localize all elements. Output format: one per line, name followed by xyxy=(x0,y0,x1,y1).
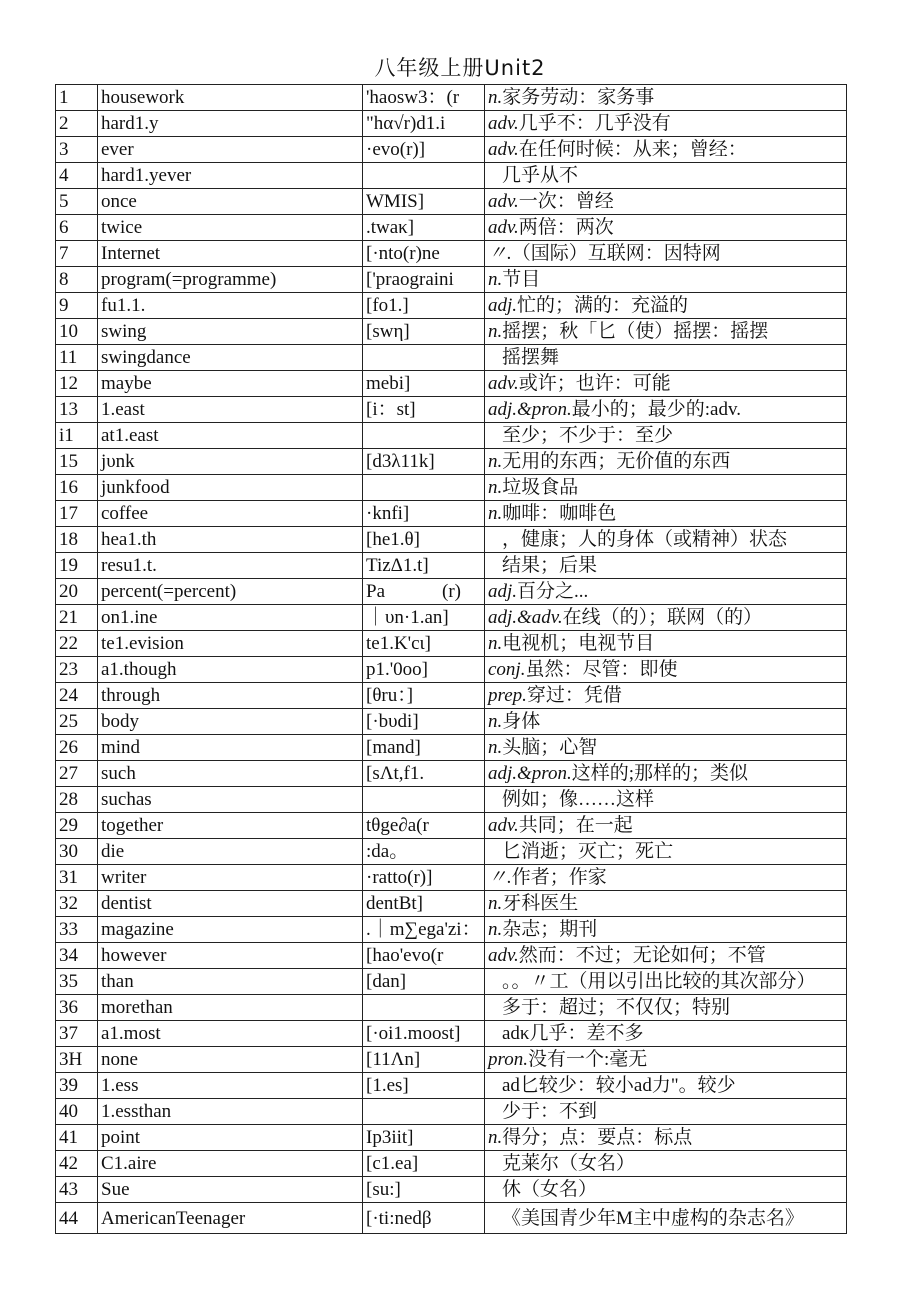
meaning-text: 电视机；电视节目 xyxy=(502,633,655,654)
part-of-speech: adj. xyxy=(488,295,518,316)
phonetic-cell: [·bυdi] xyxy=(363,709,485,735)
phonetic-cell: [fo1.] xyxy=(363,293,485,319)
meaning-text: adκ几乎：差不多 xyxy=(502,1023,644,1044)
vocab-row xyxy=(56,1151,847,1177)
vocab-row xyxy=(56,657,847,683)
meaning-text: 穿过：凭借 xyxy=(526,685,622,706)
phonetic-cell: [sΛt,f1. xyxy=(363,761,485,787)
meaning-cell xyxy=(485,969,847,995)
vocab-row xyxy=(56,501,847,527)
row-number: 10 xyxy=(56,319,98,345)
part-of-speech: n. xyxy=(488,893,503,914)
vocab-row xyxy=(56,267,847,293)
phonetic-cell: tθge∂a(r xyxy=(363,813,485,839)
row-number: 13 xyxy=(56,397,98,423)
row-number: 5 xyxy=(56,189,98,215)
word-cell: a1.most xyxy=(98,1021,363,1047)
meaning-cell xyxy=(485,683,847,709)
word-cell: jυnk xyxy=(98,449,363,475)
vocab-row xyxy=(56,371,847,397)
vocab-row xyxy=(56,813,847,839)
phonetic-cell xyxy=(363,163,485,189)
word-cell: morethan xyxy=(98,995,363,1021)
row-number: 26 xyxy=(56,735,98,761)
part-of-speech: adv. xyxy=(488,139,519,160)
phonetic-cell: [he1.θ] xyxy=(363,527,485,553)
part-of-speech: adj.&adv. xyxy=(488,607,563,628)
row-number: 41 xyxy=(56,1125,98,1151)
row-number: 19 xyxy=(56,553,98,579)
word-cell: swingdance xyxy=(98,345,363,371)
row-number: i1 xyxy=(56,423,98,449)
phonetic-cell: [11Λn] xyxy=(363,1047,485,1073)
phonetic-cell: te1.K'cι] xyxy=(363,631,485,657)
meaning-cell xyxy=(485,1203,847,1234)
row-number: 33 xyxy=(56,917,98,943)
meaning-text: 节目 xyxy=(502,269,541,290)
row-number: 17 xyxy=(56,501,98,527)
meaning-text: ，健康；人的身体（或精神）状态 xyxy=(502,529,788,550)
phonetic-cell: ｜υn·1.an] xyxy=(363,605,485,631)
meaning-cell xyxy=(485,85,847,111)
row-number: 8 xyxy=(56,267,98,293)
meaning-cell xyxy=(485,891,847,917)
vocab-row xyxy=(56,1177,847,1203)
meaning-text: 咖啡：咖啡色 xyxy=(502,503,617,524)
word-cell: together xyxy=(98,813,363,839)
word-cell: none xyxy=(98,1047,363,1073)
word-cell: swing xyxy=(98,319,363,345)
word-cell: fu1.1. xyxy=(98,293,363,319)
row-number: 3H xyxy=(56,1047,98,1073)
word-cell: 1.essthan xyxy=(98,1099,363,1125)
vocab-row xyxy=(56,111,847,137)
meaning-text: 结果；后果 xyxy=(502,555,598,576)
phonetic-cell: [dan] xyxy=(363,969,485,995)
meaning-cell xyxy=(485,501,847,527)
vocab-row xyxy=(56,943,847,969)
page-title: 八年级上册Unit2 xyxy=(374,56,546,80)
vocab-row xyxy=(56,137,847,163)
meaning-text: 垃圾食品 xyxy=(502,477,579,498)
phonetic-cell: 'haosw3：(r xyxy=(363,85,485,111)
phonetic-cell: "hα√r)d1.i xyxy=(363,111,485,137)
part-of-speech: adv. xyxy=(488,191,519,212)
meaning-cell xyxy=(485,761,847,787)
meaning-text: 摇摆舞 xyxy=(502,347,560,368)
meaning-text: 两倍：两次 xyxy=(518,217,614,238)
meaning-cell xyxy=(485,241,847,267)
word-cell: Sue xyxy=(98,1177,363,1203)
word-cell: at1.east xyxy=(98,423,363,449)
vocab-row xyxy=(56,553,847,579)
meaning-text: 身体 xyxy=(502,711,541,732)
word-cell: however xyxy=(98,943,363,969)
meaning-text: 至少；不少于：至少 xyxy=(502,425,674,446)
word-cell: percent(=percent) xyxy=(98,579,363,605)
meaning-text: 牙科医生 xyxy=(502,893,579,914)
vocabulary-table xyxy=(55,84,847,1234)
meaning-text: 几乎不：几乎没有 xyxy=(518,113,671,134)
phonetic-cell xyxy=(363,787,485,813)
meaning-cell xyxy=(485,657,847,683)
word-cell: body xyxy=(98,709,363,735)
meaning-text: 在线（的）；联网（的） xyxy=(562,607,763,628)
word-cell: on1.ine xyxy=(98,605,363,631)
phonetic-cell: [·oi1.moost] xyxy=(363,1021,485,1047)
part-of-speech: adj.&pron. xyxy=(488,399,572,420)
meaning-cell xyxy=(485,787,847,813)
meaning-cell xyxy=(485,631,847,657)
vocab-row xyxy=(56,1125,847,1151)
part-of-speech: n. xyxy=(488,633,503,654)
row-number: 9 xyxy=(56,293,98,319)
word-cell: once xyxy=(98,189,363,215)
phonetic-cell: [θru：] xyxy=(363,683,485,709)
phonetic-cell: ·evo(r)] xyxy=(363,137,485,163)
row-number: 32 xyxy=(56,891,98,917)
word-cell: point xyxy=(98,1125,363,1151)
phonetic-cell: :da。 xyxy=(363,839,485,865)
part-of-speech: n. xyxy=(488,503,503,524)
part-of-speech: adv. xyxy=(488,113,519,134)
meaning-cell xyxy=(485,553,847,579)
row-number: 34 xyxy=(56,943,98,969)
meaning-text: 家务劳动：家务事 xyxy=(502,87,655,108)
vocab-row xyxy=(56,995,847,1021)
vocab-row xyxy=(56,1021,847,1047)
meaning-text: 克莱尔（女名） xyxy=(502,1153,636,1174)
phonetic-cell: [su:] xyxy=(363,1177,485,1203)
row-number: 2 xyxy=(56,111,98,137)
word-cell: magazine xyxy=(98,917,363,943)
word-cell: maybe xyxy=(98,371,363,397)
meaning-cell xyxy=(485,709,847,735)
part-of-speech: n. xyxy=(488,477,503,498)
word-cell: twice xyxy=(98,215,363,241)
part-of-speech: pron. xyxy=(488,1049,528,1070)
vocab-row xyxy=(56,1203,847,1234)
meaning-cell xyxy=(485,995,847,1021)
meaning-text: 。。〃工（用以引出比较的其次部分） xyxy=(502,971,816,992)
part-of-speech: adj. xyxy=(488,581,518,602)
vocab-row xyxy=(56,475,847,501)
part-of-speech: n. xyxy=(488,451,503,472)
phonetic-cell: Pa (r) xyxy=(363,579,485,605)
meaning-text: 几乎从不 xyxy=(502,165,579,186)
row-number: 25 xyxy=(56,709,98,735)
meaning-cell xyxy=(485,1125,847,1151)
meaning-cell xyxy=(485,371,847,397)
meaning-cell xyxy=(485,943,847,969)
row-number: 20 xyxy=(56,579,98,605)
word-cell: resu1.t. xyxy=(98,553,363,579)
row-number: 28 xyxy=(56,787,98,813)
meaning-cell xyxy=(485,917,847,943)
part-of-speech: 〃. xyxy=(488,243,512,264)
row-number: 30 xyxy=(56,839,98,865)
vocab-row xyxy=(56,631,847,657)
meaning-cell xyxy=(485,605,847,631)
vocab-row xyxy=(56,865,847,891)
part-of-speech: n. xyxy=(488,737,503,758)
part-of-speech: adv. xyxy=(488,815,519,836)
row-number: 18 xyxy=(56,527,98,553)
word-cell: dentist xyxy=(98,891,363,917)
meaning-text: 在任何时候：从来；曾经： xyxy=(518,139,747,160)
meaning-text: 没有一个:毫无 xyxy=(527,1049,648,1070)
meaning-text: 忙的；满的：充溢的 xyxy=(517,295,689,316)
vocab-row xyxy=(56,709,847,735)
vocab-row xyxy=(56,735,847,761)
meaning-cell xyxy=(485,423,847,449)
row-number: 27 xyxy=(56,761,98,787)
phonetic-cell: [mand] xyxy=(363,735,485,761)
phonetic-cell: [swη] xyxy=(363,319,485,345)
word-cell: through xyxy=(98,683,363,709)
phonetic-cell: p1.'0oo] xyxy=(363,657,485,683)
word-cell: writer xyxy=(98,865,363,891)
vocab-row xyxy=(56,215,847,241)
vocabulary-table-body xyxy=(56,85,847,1234)
phonetic-cell: .｜m∑ega'zi： xyxy=(363,917,485,943)
row-number: 1 xyxy=(56,85,98,111)
meaning-cell xyxy=(485,579,847,605)
phonetic-cell xyxy=(363,475,485,501)
meaning-cell xyxy=(485,865,847,891)
word-cell: die xyxy=(98,839,363,865)
row-number: 36 xyxy=(56,995,98,1021)
vocab-row xyxy=(56,761,847,787)
phonetic-cell: [c1.ea] xyxy=(363,1151,485,1177)
phonetic-cell: [1.es] xyxy=(363,1073,485,1099)
phonetic-cell xyxy=(363,995,485,1021)
phonetic-cell: [·ti:nedβ xyxy=(363,1203,485,1234)
vocab-row xyxy=(56,241,847,267)
phonetic-cell: TizΔ1.t] xyxy=(363,553,485,579)
phonetic-cell: [·nto(r)ne xyxy=(363,241,485,267)
part-of-speech: prep. xyxy=(488,685,527,706)
meaning-text: 杂志；期刊 xyxy=(502,919,598,940)
meaning-cell xyxy=(485,449,847,475)
row-number: 11 xyxy=(56,345,98,371)
meaning-text: 虽然：尽管：即使 xyxy=(525,659,678,680)
meaning-cell xyxy=(485,397,847,423)
meaning-text: 最小的；最少的:adv. xyxy=(571,399,741,420)
meaning-text: 一次：曾经 xyxy=(518,191,614,212)
meaning-text: 这样的;那样的；类似 xyxy=(571,763,749,784)
part-of-speech: n. xyxy=(488,1127,503,1148)
row-number: 15 xyxy=(56,449,98,475)
meaning-text: 百分之... xyxy=(517,581,589,602)
meaning-text: 摇摆；秋「匕（使）摇摆：摇摆 xyxy=(502,321,769,342)
vocab-row xyxy=(56,449,847,475)
meaning-text: 少于：不到 xyxy=(502,1101,598,1122)
meaning-text: 匕消逝；灭亡；死亡 xyxy=(502,841,674,862)
word-cell: housework xyxy=(98,85,363,111)
vocab-row xyxy=(56,189,847,215)
row-number: 6 xyxy=(56,215,98,241)
meaning-text: 头脑；心智 xyxy=(502,737,598,758)
part-of-speech: adv. xyxy=(488,373,519,394)
part-of-speech: adv. xyxy=(488,945,519,966)
vocab-row xyxy=(56,1073,847,1099)
meaning-cell xyxy=(485,137,847,163)
part-of-speech: conj. xyxy=(488,659,526,680)
word-cell: hard1.y xyxy=(98,111,363,137)
row-number: 7 xyxy=(56,241,98,267)
row-number: 44 xyxy=(56,1203,98,1234)
row-number: 43 xyxy=(56,1177,98,1203)
vocab-row xyxy=(56,163,847,189)
meaning-cell xyxy=(485,1047,847,1073)
vocab-row xyxy=(56,293,847,319)
row-number: 29 xyxy=(56,813,98,839)
vocab-row xyxy=(56,891,847,917)
phonetic-cell: ['praograini xyxy=(363,267,485,293)
meaning-text: ad匕较少：较小ad力"。较少 xyxy=(502,1075,736,1096)
word-cell: coffee xyxy=(98,501,363,527)
meaning-cell xyxy=(485,267,847,293)
phonetic-cell: ·knfi] xyxy=(363,501,485,527)
meaning-text: 或许；也许：可能 xyxy=(518,373,671,394)
row-number: 40 xyxy=(56,1099,98,1125)
word-cell: C1.aire xyxy=(98,1151,363,1177)
meaning-text: 多于：超过；不仅仅；特别 xyxy=(502,997,731,1018)
meaning-cell xyxy=(485,475,847,501)
part-of-speech: n. xyxy=(488,711,503,732)
meaning-cell xyxy=(485,111,847,137)
phonetic-cell xyxy=(363,1099,485,1125)
row-number: 31 xyxy=(56,865,98,891)
meaning-text: 无用的东西；无价值的东西 xyxy=(502,451,731,472)
meaning-cell xyxy=(485,839,847,865)
row-number: 16 xyxy=(56,475,98,501)
vocab-row xyxy=(56,345,847,371)
word-cell: such xyxy=(98,761,363,787)
word-cell: suchas xyxy=(98,787,363,813)
word-cell: than xyxy=(98,969,363,995)
meaning-text: 例如；像……这样 xyxy=(502,789,655,810)
vocab-row xyxy=(56,527,847,553)
row-number: 21 xyxy=(56,605,98,631)
row-number: 24 xyxy=(56,683,98,709)
meaning-cell xyxy=(485,163,847,189)
row-number: 22 xyxy=(56,631,98,657)
meaning-cell xyxy=(485,1177,847,1203)
word-cell: mind xyxy=(98,735,363,761)
meaning-cell xyxy=(485,319,847,345)
part-of-speech: n. xyxy=(488,321,503,342)
row-number: 37 xyxy=(56,1021,98,1047)
part-of-speech: n. xyxy=(488,919,503,940)
word-cell: program(=programme) xyxy=(98,267,363,293)
phonetic-cell: [d3λ11k] xyxy=(363,449,485,475)
word-cell: junkfood xyxy=(98,475,363,501)
vocab-row xyxy=(56,319,847,345)
phonetic-cell: [hao'evo(r xyxy=(363,943,485,969)
vocab-row xyxy=(56,85,847,111)
part-of-speech: n. xyxy=(488,269,503,290)
vocab-row xyxy=(56,839,847,865)
phonetic-cell: [i：st] xyxy=(363,397,485,423)
meaning-cell xyxy=(485,345,847,371)
word-cell: AmericanTeenager xyxy=(98,1203,363,1234)
row-number: 39 xyxy=(56,1073,98,1099)
vocab-row xyxy=(56,683,847,709)
row-number: 23 xyxy=(56,657,98,683)
phonetic-cell: Ip3iit] xyxy=(363,1125,485,1151)
word-cell: hard1.yever xyxy=(98,163,363,189)
word-cell: Internet xyxy=(98,241,363,267)
meaning-cell xyxy=(485,735,847,761)
meaning-cell xyxy=(485,293,847,319)
word-cell: hea1.th xyxy=(98,527,363,553)
part-of-speech: adv. xyxy=(488,217,519,238)
meaning-text: 《美国青少年M主中虚构的杂志名》 xyxy=(502,1207,804,1229)
vocab-row xyxy=(56,917,847,943)
meaning-text: 休（女名） xyxy=(502,1179,598,1200)
part-of-speech: adj.&pron. xyxy=(488,763,572,784)
meaning-text: （国际）互联网：因特网 xyxy=(511,243,721,264)
word-cell: 1.east xyxy=(98,397,363,423)
vocab-row xyxy=(56,423,847,449)
part-of-speech: n. xyxy=(488,87,503,108)
word-cell: ever xyxy=(98,137,363,163)
vocab-row xyxy=(56,1099,847,1125)
word-cell: te1.evision xyxy=(98,631,363,657)
meaning-text: 作者；作家 xyxy=(511,867,607,888)
meaning-cell xyxy=(485,527,847,553)
phonetic-cell xyxy=(363,345,485,371)
phonetic-cell: dentBt] xyxy=(363,891,485,917)
phonetic-cell: mebi] xyxy=(363,371,485,397)
meaning-text: 然而：不过；无论如何；不管 xyxy=(518,945,766,966)
row-number: 3 xyxy=(56,137,98,163)
phonetic-cell xyxy=(363,423,485,449)
meaning-text: 共同；在一起 xyxy=(518,815,633,836)
meaning-cell xyxy=(485,1021,847,1047)
vocab-row xyxy=(56,969,847,995)
meaning-cell xyxy=(485,189,847,215)
row-number: 42 xyxy=(56,1151,98,1177)
part-of-speech: 〃. xyxy=(488,867,512,888)
meaning-cell xyxy=(485,1151,847,1177)
meaning-cell xyxy=(485,813,847,839)
vocab-row xyxy=(56,1047,847,1073)
meaning-cell xyxy=(485,215,847,241)
vocab-row xyxy=(56,787,847,813)
meaning-text: 得分；点：要点：标点 xyxy=(502,1127,693,1148)
vocab-row xyxy=(56,605,847,631)
vocab-row xyxy=(56,397,847,423)
word-cell: 1.ess xyxy=(98,1073,363,1099)
meaning-cell xyxy=(485,1099,847,1125)
row-number: 35 xyxy=(56,969,98,995)
phonetic-cell: .twaκ] xyxy=(363,215,485,241)
vocab-row xyxy=(56,579,847,605)
row-number: 12 xyxy=(56,371,98,397)
row-number: 4 xyxy=(56,163,98,189)
phonetic-cell: ·ratto(r)] xyxy=(363,865,485,891)
word-cell: a1.though xyxy=(98,657,363,683)
phonetic-cell: WMIS] xyxy=(363,189,485,215)
meaning-cell xyxy=(485,1073,847,1099)
